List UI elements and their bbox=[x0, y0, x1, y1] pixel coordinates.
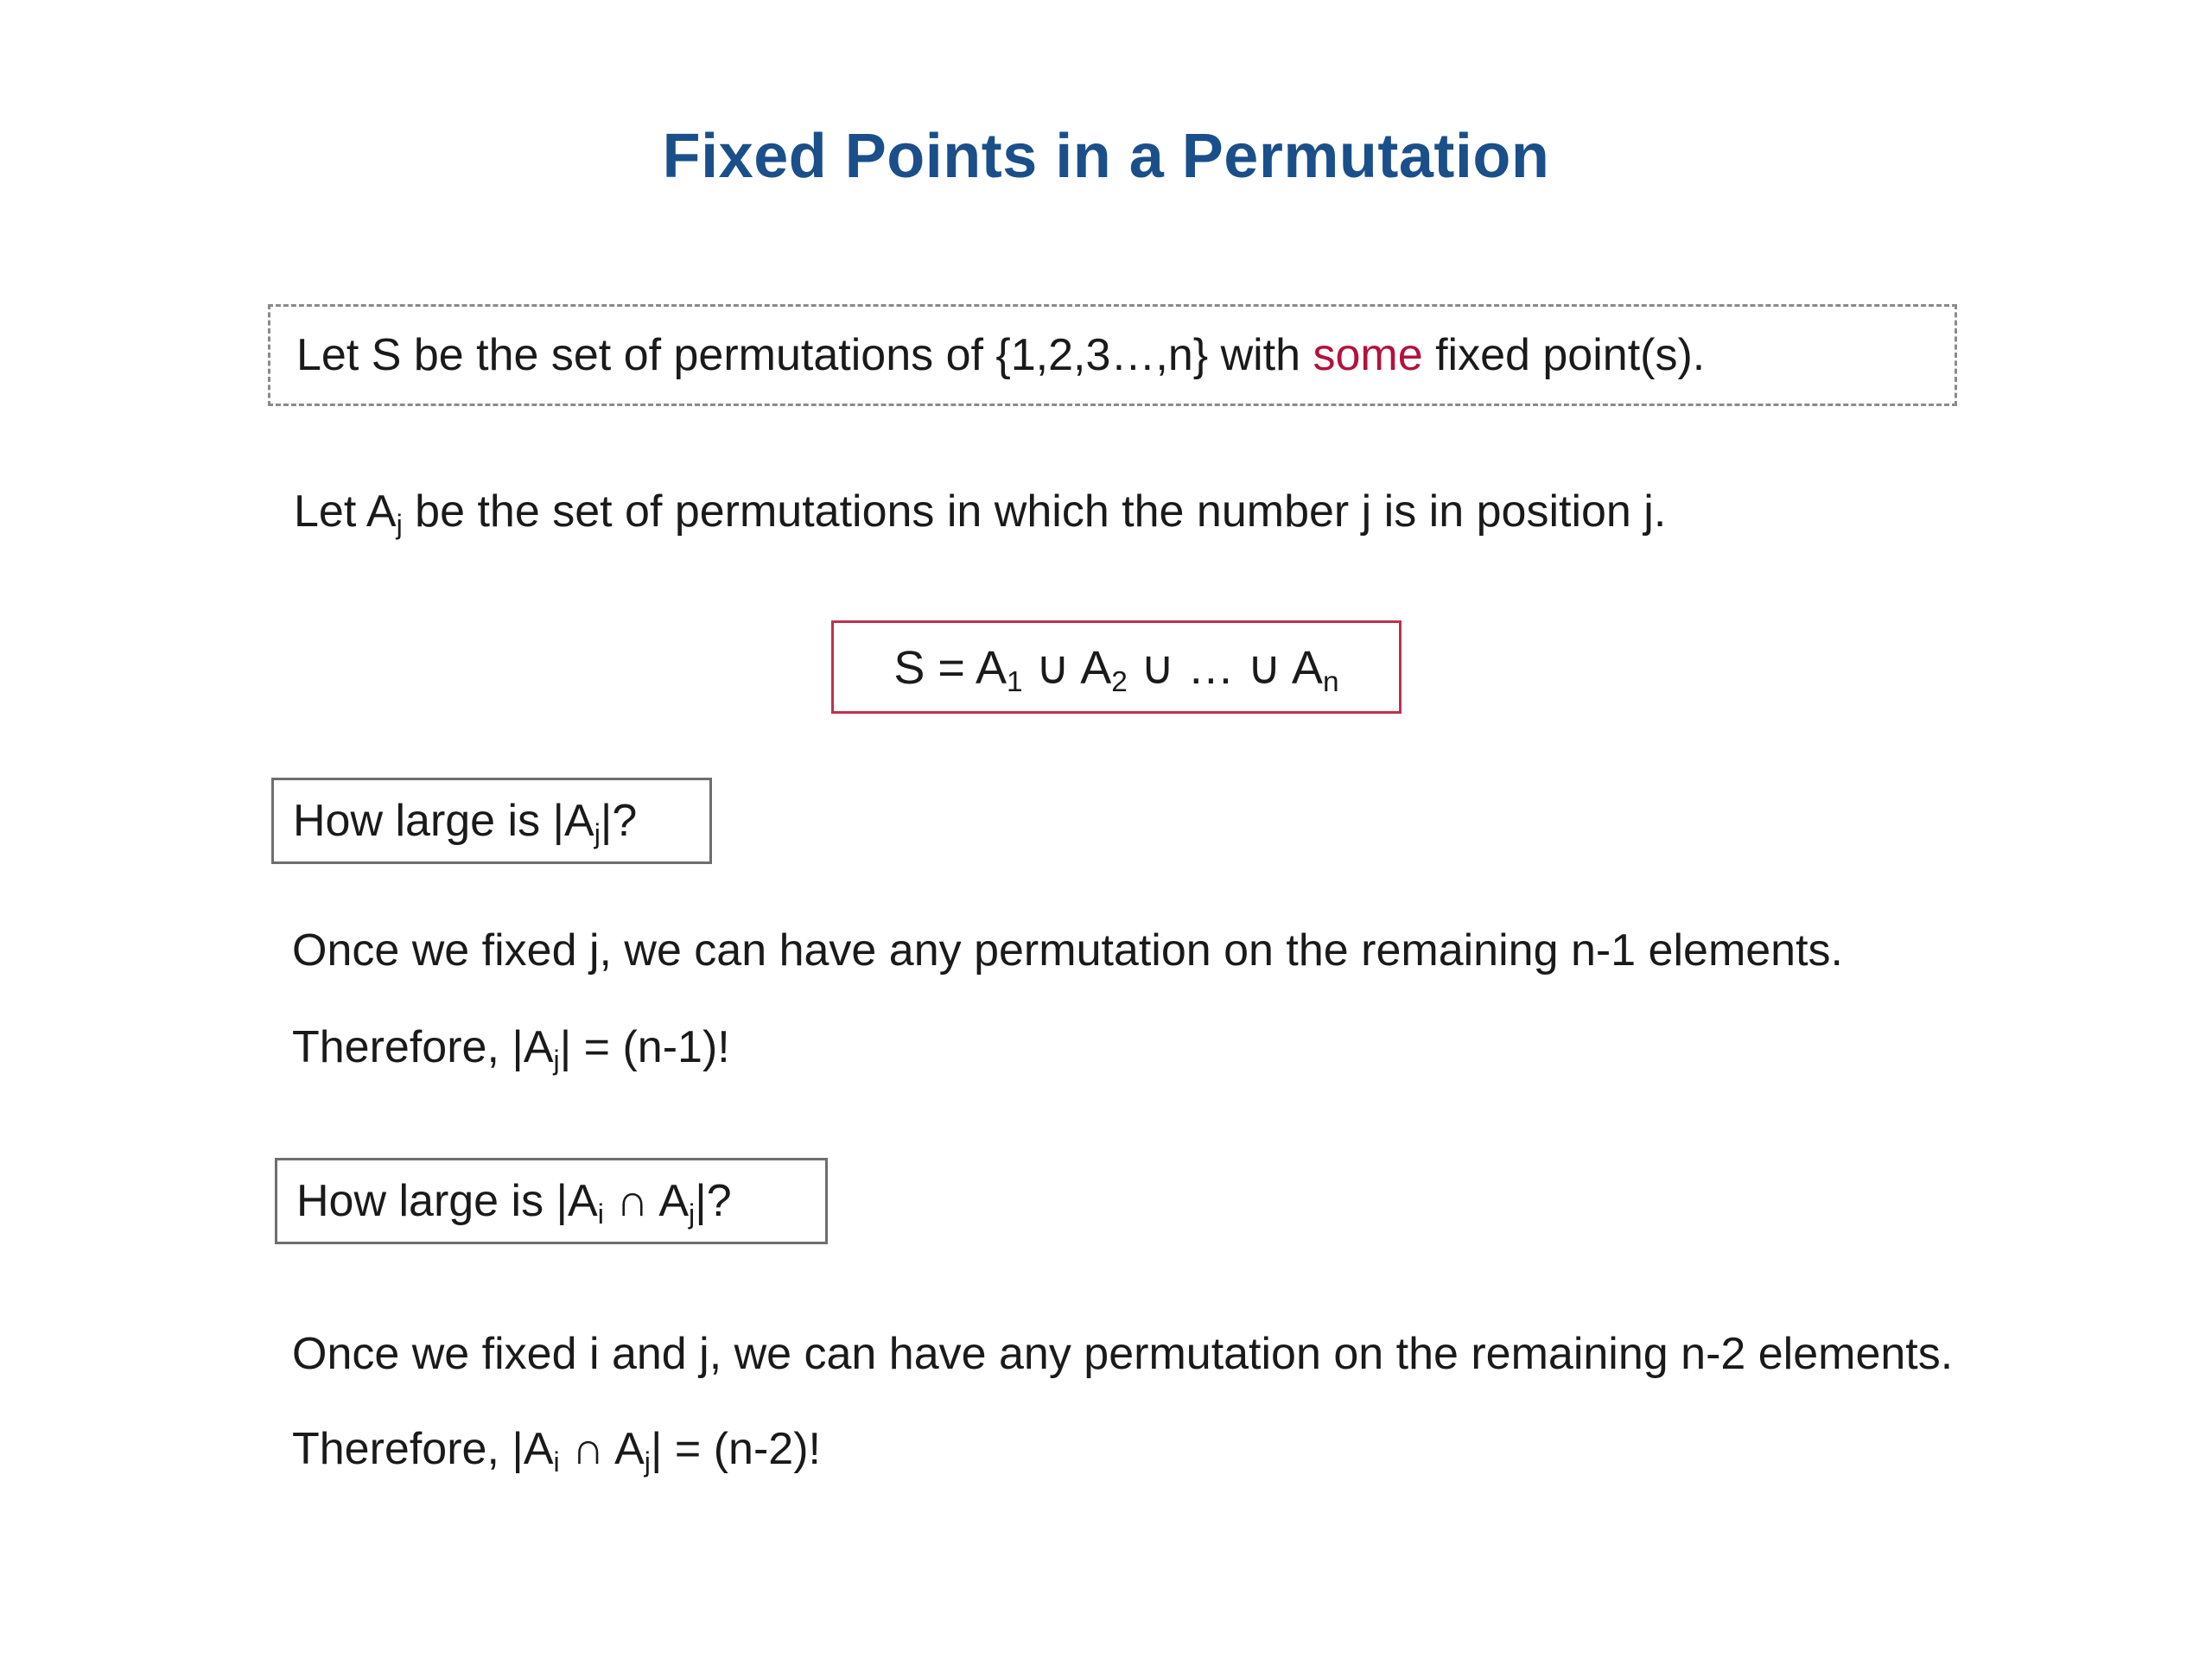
statement-text-before: Let S be the set of permutations of {1,2,3…,n} with bbox=[296, 329, 1313, 380]
question-1-suffix: |? bbox=[600, 795, 638, 846]
question-2-suffix: |? bbox=[695, 1175, 732, 1226]
answer-2-line-2 bbox=[292, 1421, 821, 1478]
answer-2-line-1: Once we fixed i and j, we can have any permutation on the remaining n-2 elements. bbox=[292, 1329, 1954, 1379]
answer-2-suffix: | = (n-2)! bbox=[650, 1424, 821, 1474]
answer-2-subscript-i: i bbox=[553, 1446, 560, 1478]
union-formula bbox=[893, 640, 1339, 698]
answer-1-line-1: Once we fixed j, we can have any permutation on the remaining n-1 elements. bbox=[292, 925, 1843, 976]
question-1-prefix: How large is |A bbox=[293, 795, 594, 846]
union-formula-box bbox=[831, 620, 1402, 714]
question-2-subscript-i: i bbox=[597, 1198, 604, 1230]
definition-suffix: be the set of permutations in which the number j is in position j. bbox=[402, 486, 1667, 537]
question-2-subscript-j: j bbox=[689, 1198, 696, 1230]
question-2-mid: ∩ A bbox=[603, 1175, 690, 1226]
answer-1-prefix: Therefore, |A bbox=[292, 1022, 554, 1072]
definition-prefix: Let A bbox=[294, 486, 397, 537]
answer-1-line-2 bbox=[292, 1020, 730, 1076]
statement-box bbox=[268, 304, 1957, 406]
answer-2-subscript-j: j bbox=[644, 1446, 651, 1478]
formula-sub-1: 1 bbox=[1007, 665, 1023, 698]
question-2-text bbox=[296, 1173, 732, 1230]
formula-sub-2: 2 bbox=[1111, 665, 1128, 698]
statement-text-after: fixed point(s). bbox=[1422, 329, 1706, 380]
answer-2-prefix: Therefore, |A bbox=[292, 1424, 554, 1474]
formula-sub-n: n bbox=[1322, 665, 1339, 698]
definition-subscript: j bbox=[396, 509, 403, 541]
answer-1-suffix: | = (n-1)! bbox=[559, 1022, 730, 1072]
formula-union-1: ∪ A bbox=[1022, 641, 1112, 694]
statement-text bbox=[296, 327, 1705, 384]
answer-2-mid: ∩ A bbox=[559, 1424, 645, 1474]
question-1-text bbox=[293, 793, 637, 849]
formula-s: S = A bbox=[893, 641, 1007, 694]
answer-1-subscript: j bbox=[553, 1045, 560, 1077]
question-1-subscript: j bbox=[594, 817, 601, 849]
question-2-prefix: How large is |A bbox=[296, 1175, 598, 1226]
statement-highlight: some bbox=[1313, 329, 1423, 380]
formula-union-2: ∪ … ∪ A bbox=[1127, 641, 1323, 694]
page-title: Fixed Points in a Permutation bbox=[662, 122, 1550, 191]
definition-line bbox=[294, 484, 1666, 540]
question-box-intersection bbox=[275, 1158, 828, 1244]
question-box-single bbox=[271, 778, 712, 864]
